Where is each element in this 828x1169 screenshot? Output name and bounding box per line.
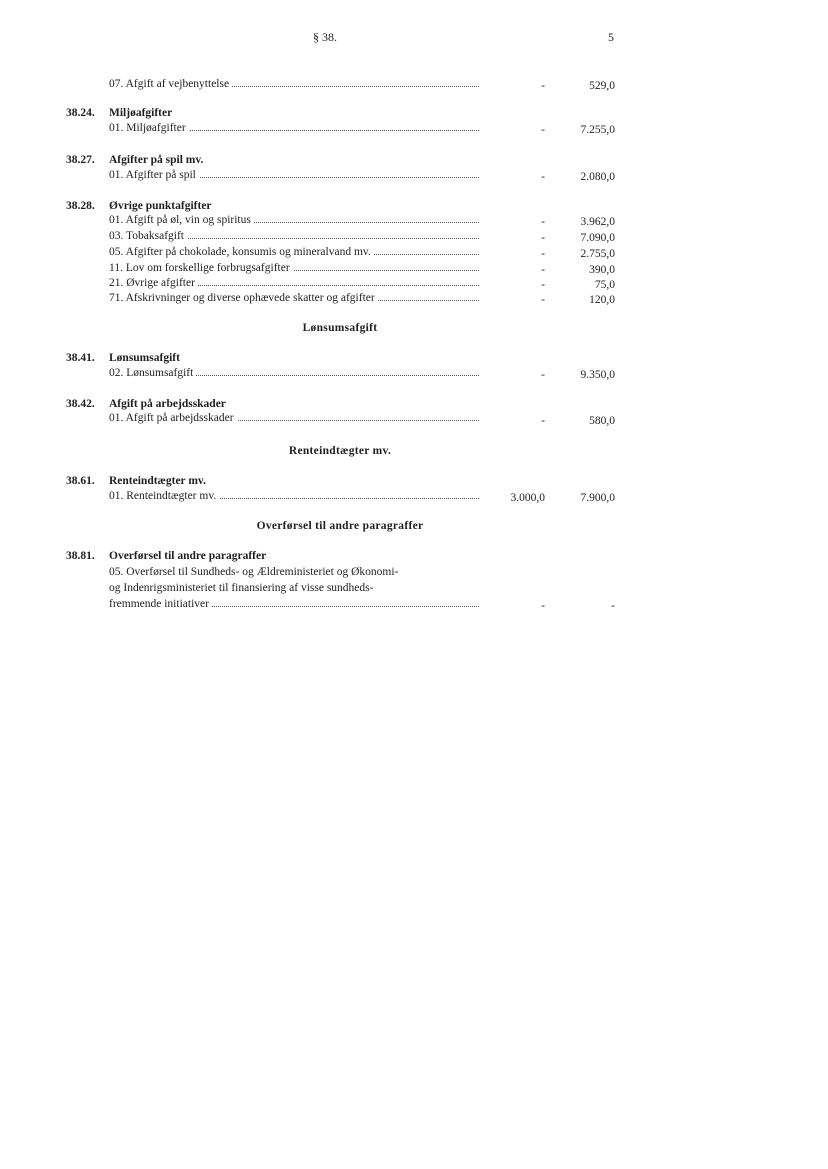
value-cell: -: [541, 279, 545, 291]
value-cell: -: [541, 248, 545, 260]
section-heading: Overførsel til andre paragraffer: [256, 520, 424, 532]
list-item: 01. Afgifter på spil: [109, 169, 479, 181]
account-code: 38.61.: [66, 475, 95, 487]
account-code: 38.27.: [66, 154, 95, 166]
value-cell: 529,0: [589, 80, 615, 92]
list-item: 01. Afgift på arbejdsskader: [109, 412, 479, 424]
list-item: 07. Afgift af vejbenyttelse: [109, 78, 479, 90]
list-item-text: 05. Overførsel til Sundheds- og Ældreministeriet og Økonomi-: [109, 566, 399, 578]
account-title: Afgift på arbejdsskader: [109, 398, 226, 410]
value-cell: 2.080,0: [580, 171, 615, 183]
value-cell: -: [611, 600, 615, 612]
value-cell: 3.000,0: [510, 492, 545, 504]
value-cell: 7.900,0: [580, 492, 615, 504]
value-cell: 390,0: [589, 264, 615, 276]
list-item: 01. Afgift på øl, vin og spiritus: [109, 214, 479, 226]
section-heading: Lønsumsafgift: [302, 322, 378, 334]
value-cell: -: [541, 294, 545, 306]
list-item: 71. Afskrivninger og diverse ophævede skatter og afgifter: [109, 292, 479, 304]
section-heading: Renteindtægter mv.: [288, 445, 392, 457]
value-cell: -: [541, 264, 545, 276]
account-title: Miljøafgifter: [109, 107, 173, 119]
value-cell: 9.350,0: [580, 369, 615, 381]
value-cell: -: [541, 232, 545, 244]
list-item: fremmende initiativer: [109, 598, 479, 610]
value-cell: 2.755,0: [580, 248, 615, 260]
value-cell: -: [541, 171, 545, 183]
value-cell: -: [541, 415, 545, 427]
account-title: Øvrige punktafgifter: [109, 200, 212, 212]
value-cell: -: [541, 600, 545, 612]
account-title: Lønsumsafgift: [109, 352, 180, 364]
value-cell: 75,0: [594, 279, 615, 291]
list-item: 03. Tobaksafgift: [109, 230, 479, 242]
account-code: 38.24.: [66, 107, 95, 119]
value-cell: 7.255,0: [580, 124, 615, 136]
list-item: 01. Miljøafgifter: [109, 122, 479, 134]
list-item: 05. Afgifter på chokolade, konsumis og mineralvand mv.: [109, 246, 479, 258]
page-header: [0, 30, 828, 50]
account-code: 38.41.: [66, 352, 95, 364]
value-cell: -: [541, 216, 545, 228]
account-title: Afgifter på spil mv.: [109, 154, 204, 166]
value-cell: -: [541, 124, 545, 136]
value-cell: -: [541, 369, 545, 381]
page-number: 5: [608, 30, 614, 44]
account-code: 38.42.: [66, 398, 95, 410]
section-sign: § 38.: [313, 30, 337, 44]
value-cell: 7.090,0: [580, 232, 615, 244]
account-code: 38.28.: [66, 200, 95, 212]
list-item: 02. Lønsumsafgift: [109, 367, 479, 379]
account-title: Renteindtægter mv.: [109, 475, 206, 487]
value-cell: 120,0: [589, 294, 615, 306]
account-title: Overførsel til andre paragraffer: [109, 550, 267, 562]
value-cell: 580,0: [589, 415, 615, 427]
list-item: 01. Renteindtægter mv.: [109, 490, 479, 502]
value-cell: 3.962,0: [580, 216, 615, 228]
account-code: 38.81.: [66, 550, 95, 562]
list-item: 11. Lov om forskellige forbrugsafgifter: [109, 262, 479, 274]
list-item: 21. Øvrige afgifter: [109, 277, 479, 289]
value-cell: -: [541, 80, 545, 92]
list-item-text: og Indenrigsministeriet til finansiering af visse sundheds-: [109, 582, 374, 594]
